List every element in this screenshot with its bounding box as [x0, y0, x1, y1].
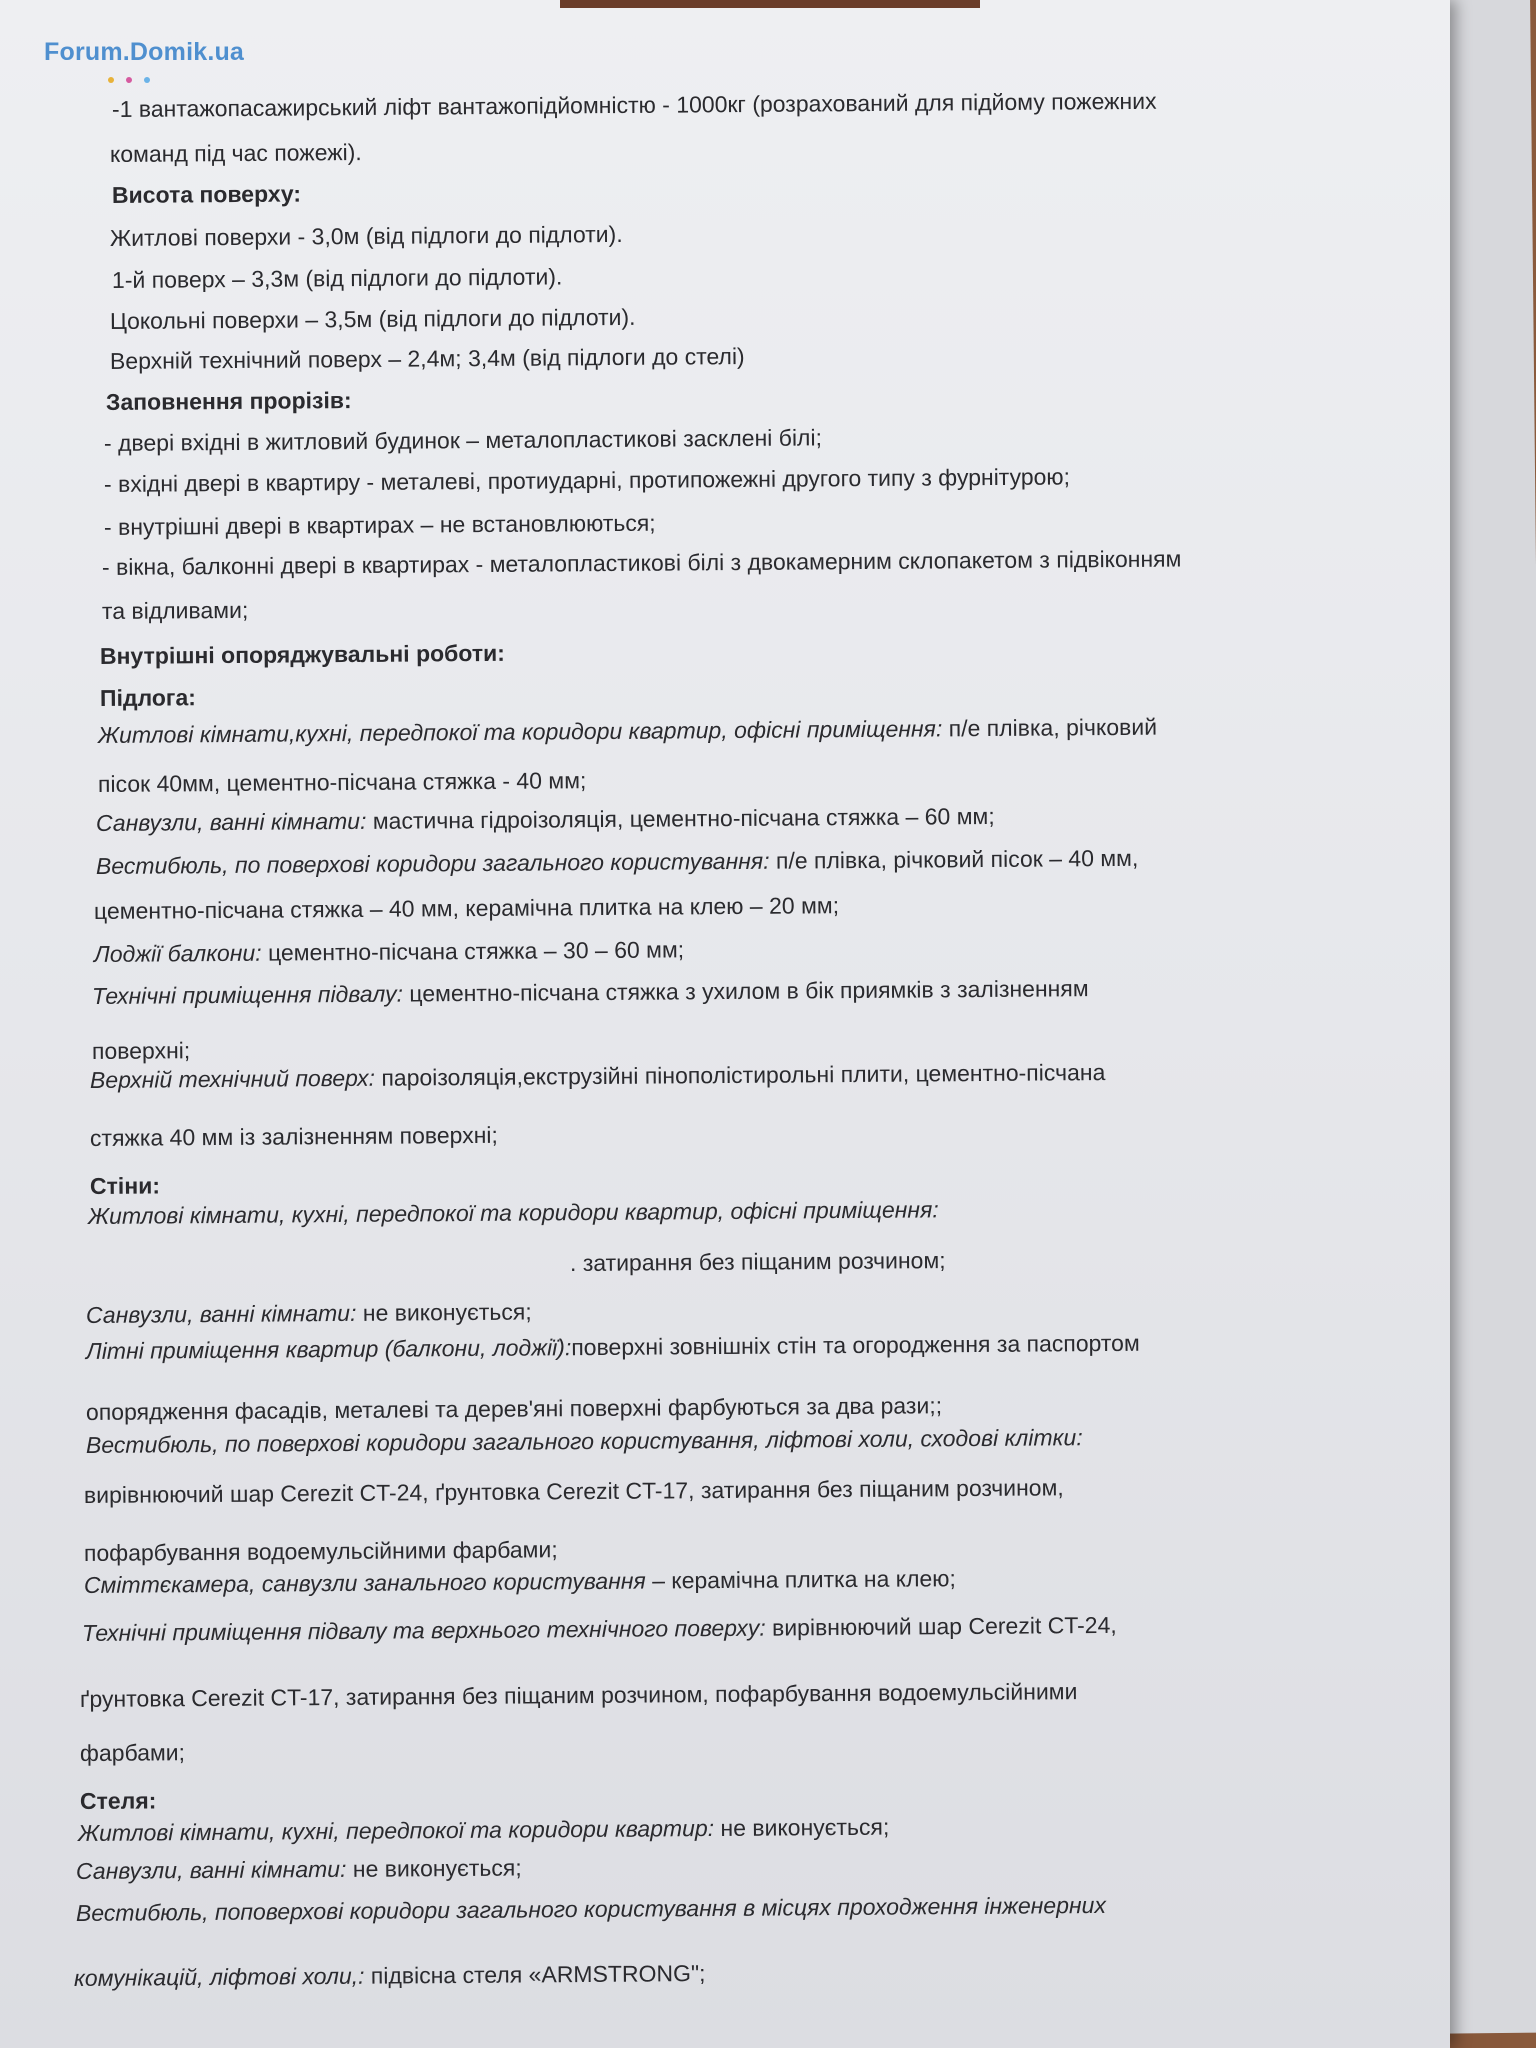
text-segment: цементно-пісчана стяжка з ухилом в бік приямків з залізненням [402, 975, 1089, 1007]
italic-label: Літні приміщення квартир (балкони, лоджії): [85, 1334, 572, 1364]
text-line [84, 1536, 558, 1567]
text-segment: та відливами; [101, 596, 249, 624]
text-line [570, 1247, 946, 1277]
text-segment: не виконується; [356, 1298, 532, 1326]
text-line [112, 88, 1157, 123]
italic-label: Санвузли, ванні кімнати: [95, 807, 367, 836]
text-line [80, 1678, 1078, 1713]
text-line [96, 803, 995, 837]
text-segment: . затирання без піщаним розчином; [569, 1247, 946, 1276]
text-segment: ґрунтовка Cerezit CT-17, затирання без піщаним розчином, пофарбування водоемульсійними [79, 1678, 1078, 1712]
text-line [94, 936, 684, 968]
section-heading: Підлога: [99, 684, 197, 711]
text-line [100, 640, 505, 670]
text-segment: - внутрішні двері в квартирах – не встановлюються; [103, 509, 656, 540]
text-segment: цементно-пісчана стяжка – 30 – 60 мм; [261, 936, 685, 966]
text-line [106, 387, 352, 416]
italic-label: Сміттєкамера, санвузли занального користування [83, 1567, 646, 1598]
text-segment: опорядження фасадів, металеві та дерев'яні поверхні фарбуються за два рази;; [85, 1392, 943, 1425]
text-line [104, 424, 822, 457]
text-segment: п/е плівка, річковий пісок – 40 мм, [769, 844, 1139, 874]
text-line [86, 1330, 1140, 1365]
text-segment: Житлові поверхи - 3,0м (від підлоги до підлоти). [109, 220, 623, 251]
text-line [88, 1196, 939, 1230]
text-segment: Цокольні поверхи – 3,5м (від підлоги до підлоти). [109, 303, 636, 334]
text-segment: – керамічна плитка на клею; [645, 1565, 956, 1594]
text-line [110, 139, 362, 168]
text-segment: не виконується; [713, 1813, 890, 1842]
text-line [90, 1172, 160, 1200]
text-segment: пароізоляція,екструзійні пінополістирольні плити, цементно-пісчана [374, 1059, 1106, 1091]
text-line [112, 181, 301, 209]
text-line [110, 221, 623, 252]
text-line [94, 892, 839, 925]
text-line [104, 510, 656, 541]
text-line [98, 767, 587, 798]
text-line [90, 1122, 498, 1152]
text-line [100, 684, 196, 712]
text-line [102, 546, 1182, 581]
italic-label: Лоджії балкони: [93, 939, 262, 967]
text-line [78, 1814, 890, 1847]
section-heading: Стіни: [89, 1172, 161, 1199]
text-segment: - вхідні двері в квартиру - металеві, протиударні, протипожежні другого типу з фурнітурою; [103, 463, 1071, 497]
text-line [84, 1474, 1064, 1509]
text-line [74, 1960, 706, 1992]
text-segment: пофарбування водоемульсійними фарбами; [83, 1536, 558, 1566]
text-line [80, 1787, 157, 1815]
text-segment: - вікна, балконні двері в квартирах - металопластикові білі з двокамерним склопакетом з підвіконням [101, 545, 1182, 580]
italic-label: Вестибюль, поповерхові коридори загального користування в місцях проходження інженерних [75, 1891, 1106, 1926]
text-segment: цементно-пісчана стяжка – 40 мм, керамічна плитка на клею – 20 мм; [93, 892, 840, 924]
text-segment: 1-й поверх – 3,3м (від підлоги до підлоти). [111, 263, 563, 293]
text-line [96, 845, 1139, 880]
text-segment: п/е плівка, річковий [942, 713, 1158, 742]
section-heading: Заповнення прорізів: [105, 387, 352, 415]
italic-label: Технічні приміщення підвалу: [91, 980, 404, 1009]
text-line [86, 1392, 942, 1426]
text-segment: команд під час пожежі). [109, 139, 362, 167]
section-heading: Стеля: [79, 1787, 157, 1814]
italic-label: Санвузли, ванні кімнати: [85, 1299, 357, 1328]
text-segment: мастична гідроізоляція, цементно-пісчана стяжка – 60 мм; [366, 802, 995, 834]
text-line [98, 714, 1157, 749]
text-line [86, 1299, 532, 1329]
text-line [76, 1855, 522, 1885]
italic-label: Санвузли, ванні кімнати: [75, 1855, 347, 1884]
text-line [84, 1565, 956, 1599]
italic-label: Верхній технічний поверх: [89, 1064, 376, 1093]
text-segment: вирівнюючий шар Cerezit CT-24, ґрунтовка Cerezit CT-17, затирання без піщаним розчином, [83, 1474, 1064, 1508]
text-segment: підвісна стеля «ARMSTRONG"; [364, 1960, 706, 1989]
italic-label: Житлові кімнати,кухні, передпокої та коридори квартир, офісні приміщення: [97, 715, 943, 748]
italic-label: Технічні приміщення підвалу та верхнього технічного поверху: [81, 1614, 766, 1646]
text-segment: поверхні зовнішніх стін та огородження за паспортом [571, 1329, 1140, 1361]
italic-label: Житлові кімнати, кухні, передпокої та коридори квартир: [77, 1815, 715, 1846]
text-line [104, 463, 1070, 498]
text-segment: Верхній технічний поверх – 2,4м; 3,4м (від підлоги до стелі) [109, 343, 745, 374]
text-line [80, 1739, 185, 1767]
text-line [76, 1892, 1106, 1927]
text-segment: - двері вхідні в житловий будинок – металопластикові засклені білі; [103, 424, 823, 456]
text-line [110, 343, 745, 375]
text-line [92, 1037, 190, 1065]
section-heading: Висота поверху: [111, 180, 302, 208]
text-line [112, 263, 563, 294]
text-line [90, 1059, 1106, 1094]
text-segment: поверхні; [91, 1037, 191, 1064]
italic-label: Житлові кімнати, кухні, передпокої та коридори квартир, офісні приміщення: [87, 1196, 939, 1229]
text-line [92, 975, 1089, 1010]
text-segment: -1 вантажопасажирський ліфт вантажопідйомністю - 1000кг (розрахований для підйому пожежних [111, 87, 1157, 122]
watermark-logo: Forum.Domik.ua [44, 38, 245, 66]
text-line [86, 1424, 1083, 1459]
text-segment: не виконується; [346, 1854, 522, 1882]
italic-label: комунікацій, ліфтові холи,: [73, 1962, 365, 1991]
text-segment: стяжка 40 мм із залізненням поверхні; [89, 1121, 498, 1151]
text-line [82, 1612, 1117, 1647]
section-heading: Внутрішні опоряджувальні роботи: [99, 639, 505, 669]
text-segment: вирівнюючий шар Cerezit CT-24, [765, 1611, 1117, 1641]
italic-label: Вестибюль, по поверхові коридори загального користування: [95, 847, 770, 879]
text-line [110, 304, 636, 335]
text-segment: фарбами; [79, 1739, 186, 1766]
text-segment: пісок 40мм, цементно-пісчана стяжка - 40 мм; [97, 767, 587, 797]
text-line [102, 597, 248, 625]
italic-label: Вестибюль, по поверхові коридори загального користування, ліфтові холи, сходові клітки: [85, 1424, 1083, 1458]
